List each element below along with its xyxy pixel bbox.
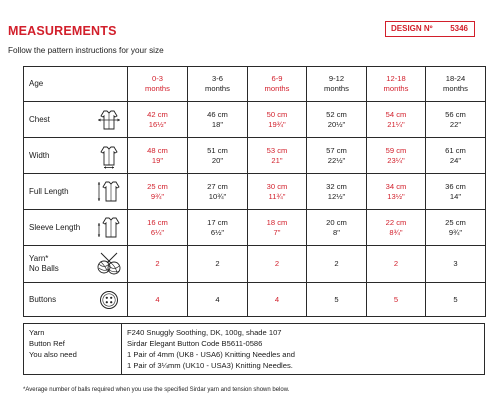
- metric-value: 36 cm: [445, 181, 466, 191]
- measurement-cell: [188, 102, 248, 138]
- button-ref-value: Sirdar Elegant Button Code B5611-0586: [127, 339, 263, 348]
- yarn-balls-icon: [92, 246, 128, 283]
- imperial-value: 13½": [387, 191, 405, 201]
- imperial-value: 20½": [327, 119, 346, 129]
- instructions-text: Follow the pattern instructions for your size: [8, 46, 164, 55]
- imperial-value: 22": [449, 119, 462, 129]
- measurement-cell: [188, 174, 248, 210]
- imperial-value: 6¼": [150, 227, 165, 237]
- imperial-value: 12½": [327, 191, 346, 201]
- measurement-cell: [188, 210, 248, 246]
- imperial-value: 23¼": [387, 155, 405, 165]
- design-label: DESIGN Nº: [391, 24, 433, 33]
- needles-value: [122, 349, 485, 375]
- button-count-cell: 5: [367, 283, 426, 317]
- metric-value: 17 cm: [207, 217, 228, 227]
- metric-value: 50 cm: [266, 109, 288, 119]
- measurement-cell: [367, 210, 426, 246]
- imperial-value: 22½": [327, 155, 346, 165]
- size-unit: months: [264, 84, 290, 93]
- measurement-cell: [307, 210, 367, 246]
- measurement-cell: [248, 174, 307, 210]
- metric-value: 18 cm: [266, 217, 288, 227]
- size-header-cell: [426, 67, 486, 102]
- also-need-label: You also need: [24, 349, 122, 375]
- page-title: MEASUREMENTS: [8, 24, 117, 38]
- row-label: Age: [24, 67, 92, 102]
- width-measure-icon: [92, 138, 128, 174]
- measurement-cell: [307, 138, 367, 174]
- row-label: Chest: [24, 102, 92, 138]
- row-label: Sleeve Length: [24, 210, 92, 246]
- row-label: Full Length: [24, 174, 92, 210]
- size-header-cell: [188, 67, 248, 102]
- size-unit: months: [383, 84, 409, 93]
- metric-value: 56 cm: [445, 109, 466, 119]
- table-row: [24, 138, 486, 174]
- measurement-cell: [426, 174, 486, 210]
- metric-value: 20 cm: [326, 217, 347, 227]
- needles-line-2: 1 Pair of 3¼mm (UK10 - USA3) Knitting Needles.: [127, 361, 293, 370]
- measurement-cell: [426, 138, 486, 174]
- size-range: 12-18: [386, 74, 406, 83]
- row-label: Buttons: [24, 283, 92, 317]
- ball-count-cell: 2: [248, 246, 307, 283]
- measurement-cell: [426, 102, 486, 138]
- design-number: 5346: [450, 24, 468, 33]
- ball-count-cell: 2: [128, 246, 188, 283]
- metric-value: 22 cm: [385, 217, 407, 227]
- button-ref-label: Button Ref: [24, 338, 122, 349]
- imperial-value: 16½": [148, 119, 167, 129]
- metric-value: 46 cm: [207, 109, 228, 119]
- size-unit: months: [443, 84, 468, 93]
- size-range: 6-9: [271, 74, 283, 83]
- metric-value: 25 cm: [445, 217, 466, 227]
- metric-value: 54 cm: [385, 109, 407, 119]
- measurement-cell: [128, 138, 188, 174]
- size-range: 18-24: [445, 74, 466, 83]
- table-row: [24, 210, 486, 246]
- imperial-value: 18": [211, 119, 224, 129]
- table-row: [24, 246, 486, 283]
- measurement-cell: [128, 210, 188, 246]
- button-count-cell: 4: [248, 283, 307, 317]
- imperial-value: 19": [151, 155, 164, 165]
- ball-count-cell: 2: [307, 246, 367, 283]
- metric-value: 32 cm: [326, 181, 347, 191]
- measurement-cell: [248, 102, 307, 138]
- metric-value: 61 cm: [445, 145, 466, 155]
- empty-icon-cell: [92, 67, 128, 102]
- measurement-cell: [128, 102, 188, 138]
- measurement-cell: [307, 174, 367, 210]
- table-row: [24, 67, 486, 102]
- ball-count-cell: 3: [426, 246, 486, 283]
- imperial-value: 24": [449, 155, 462, 165]
- imperial-value: 6½": [210, 227, 225, 237]
- metric-value: 27 cm: [207, 181, 228, 191]
- size-unit: months: [205, 84, 230, 93]
- table-row: [24, 102, 486, 138]
- metric-value: 48 cm: [147, 145, 168, 155]
- size-header-cell: [307, 67, 367, 102]
- imperial-value: 21¼": [387, 119, 405, 129]
- imperial-value: 20": [211, 155, 224, 165]
- button-count-cell: 5: [307, 283, 367, 317]
- metric-value: 25 cm: [147, 181, 168, 191]
- imperial-value: 8": [333, 227, 340, 237]
- metric-value: 52 cm: [326, 109, 347, 119]
- yarn-label: Yarn: [24, 324, 122, 339]
- yarn-label-line: Yarn*: [29, 254, 49, 263]
- imperial-value: 14": [449, 191, 462, 201]
- metric-value: 57 cm: [326, 145, 347, 155]
- imperial-value: 11¾": [268, 191, 286, 201]
- table-row: [24, 283, 486, 317]
- imperial-value: 21": [271, 155, 283, 165]
- metric-value: 16 cm: [147, 217, 168, 227]
- design-number-box: [385, 21, 475, 37]
- chest-measure-icon: [92, 102, 128, 138]
- measurements-table: [23, 66, 486, 317]
- balls-label-line: No Balls: [29, 264, 59, 273]
- ball-count-cell: 2: [188, 246, 248, 283]
- yarn-value: F240 Snuggly Soothing, DK, 100g, shade 107: [127, 328, 282, 337]
- size-header-cell: [248, 67, 307, 102]
- measurement-cell: [188, 138, 248, 174]
- ball-count-cell: 2: [367, 246, 426, 283]
- imperial-value: 9¾": [448, 227, 463, 237]
- length-measure-icon: [92, 174, 128, 210]
- button-count-cell: 5: [426, 283, 486, 317]
- size-header-cell: [128, 67, 188, 102]
- row-label: Width: [24, 138, 92, 174]
- size-header-cell: [367, 67, 426, 102]
- size-unit: months: [324, 84, 349, 93]
- size-range: 9-12: [328, 74, 345, 83]
- measurement-cell: [128, 174, 188, 210]
- metric-value: 42 cm: [147, 109, 168, 119]
- imperial-value: 8¾": [389, 227, 403, 237]
- metric-value: 53 cm: [266, 145, 288, 155]
- metric-value: 34 cm: [385, 181, 407, 191]
- footnote: *Average number of balls required when you use the specified Sirdar yarn and tension shown below.: [23, 387, 290, 393]
- measurement-cell: [367, 102, 426, 138]
- materials-table: [23, 323, 485, 375]
- imperial-value: 7": [273, 227, 281, 237]
- needles-line-1: 1 Pair of 4mm (UK8 - USA6) Knitting Needles and: [127, 350, 295, 359]
- measurement-cell: [307, 102, 367, 138]
- metric-value: 59 cm: [385, 145, 407, 155]
- metric-value: 30 cm: [266, 181, 288, 191]
- button-count-cell: 4: [128, 283, 188, 317]
- size-unit: months: [145, 84, 170, 93]
- imperial-value: 10¾": [208, 191, 227, 201]
- measurement-cell: [367, 138, 426, 174]
- button-count-cell: 4: [188, 283, 248, 317]
- sleeve-measure-icon: [92, 210, 128, 246]
- imperial-value: 9¾": [150, 191, 165, 201]
- size-range: 3-6: [212, 74, 223, 83]
- table-row: [24, 174, 486, 210]
- imperial-value: 19¾": [268, 119, 286, 129]
- row-label: [24, 246, 92, 283]
- size-range: 0-3: [152, 74, 163, 83]
- measurement-cell: [426, 210, 486, 246]
- measurement-cell: [248, 210, 307, 246]
- measurement-cell: [367, 174, 426, 210]
- measurement-cell: [248, 138, 307, 174]
- button-icon: [92, 283, 128, 317]
- metric-value: 51 cm: [207, 145, 228, 155]
